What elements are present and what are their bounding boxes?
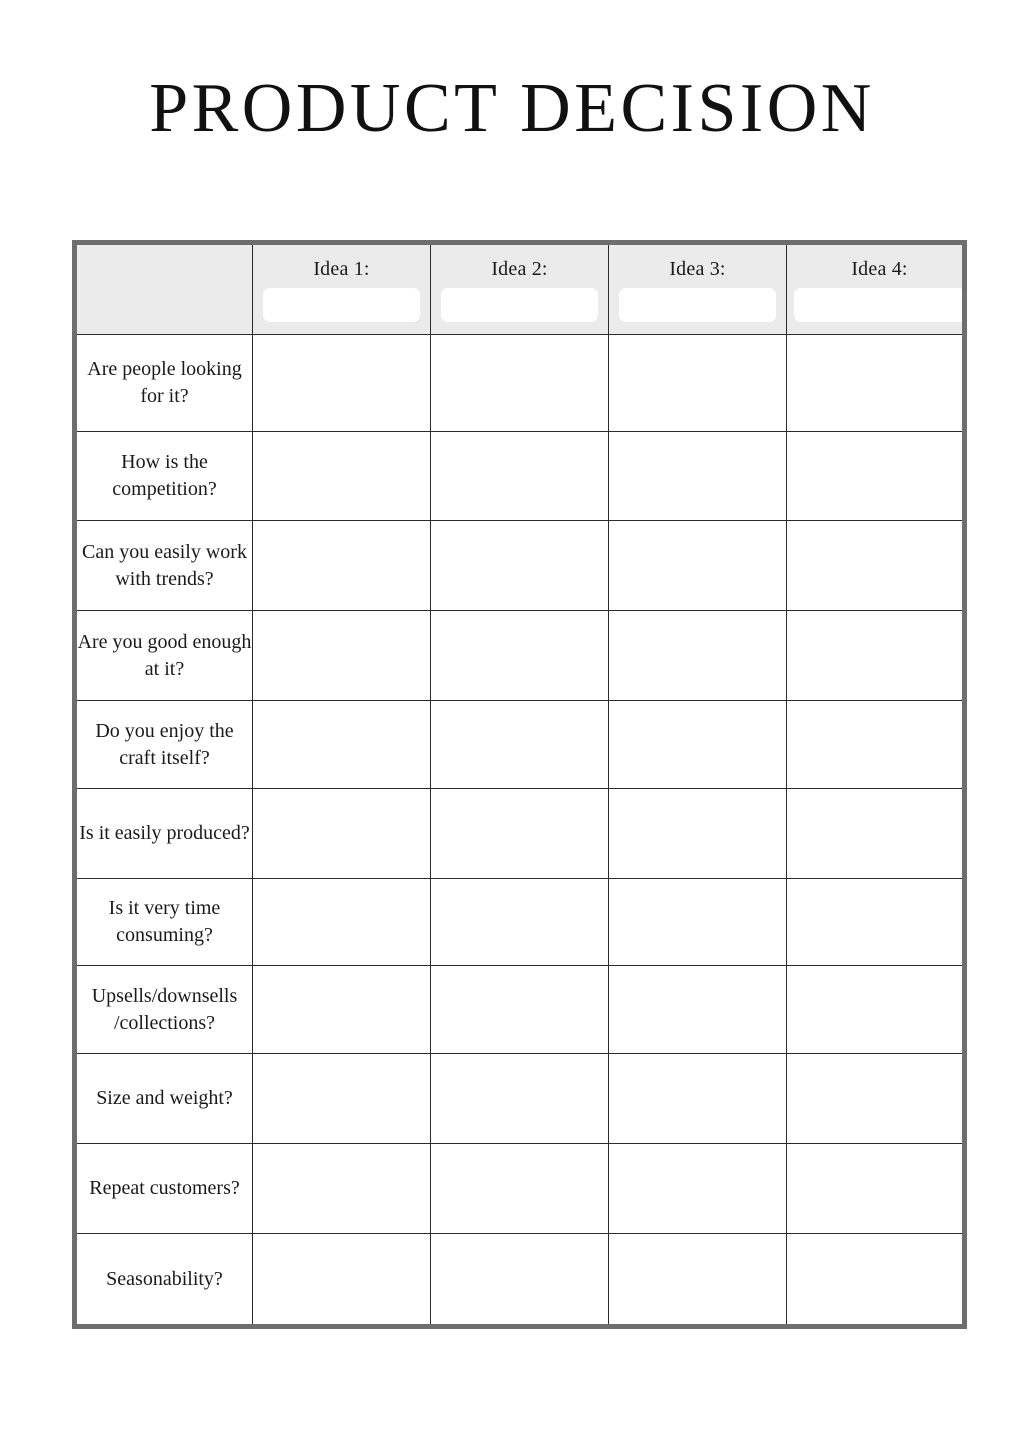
header-cell-inner-1	[253, 245, 430, 334]
answer-cell[interactable]	[431, 1234, 609, 1327]
answer-cell[interactable]	[253, 701, 431, 789]
header-corner-cell	[75, 243, 253, 335]
answer-cell[interactable]	[787, 701, 965, 789]
idea-2-label: Idea 2:	[491, 258, 548, 280]
question-label: Can you easily work with trends?	[75, 521, 253, 611]
answer-cell[interactable]	[431, 701, 609, 789]
table-header-row	[75, 243, 965, 335]
answer-cell[interactable]	[609, 1144, 787, 1234]
answer-cell[interactable]	[431, 335, 609, 432]
answer-cell[interactable]	[431, 521, 609, 611]
answer-cell[interactable]	[609, 701, 787, 789]
question-label: Is it easily produced?	[75, 789, 253, 879]
table-row	[75, 335, 965, 432]
question-label: Is it very time consuming?	[75, 879, 253, 966]
answer-cell[interactable]	[253, 611, 431, 701]
idea-4-label: Idea 4:	[851, 258, 908, 280]
answer-cell[interactable]	[609, 521, 787, 611]
question-label: Upsells/downsells /collections?	[75, 966, 253, 1054]
table-body	[75, 335, 965, 1327]
header-cell-idea-4	[787, 243, 965, 335]
table-row	[75, 432, 965, 521]
answer-cell[interactable]	[787, 1054, 965, 1144]
question-label: Are people looking for it?	[75, 335, 253, 432]
table-row	[75, 879, 965, 966]
page-title: PRODUCT DECISION	[149, 70, 875, 147]
table-row	[75, 1234, 965, 1327]
answer-cell[interactable]	[787, 432, 965, 521]
answer-cell[interactable]	[609, 1234, 787, 1327]
answer-cell[interactable]	[609, 432, 787, 521]
table-row	[75, 1054, 965, 1144]
header-cell-idea-1	[253, 243, 431, 335]
table-row	[75, 611, 965, 701]
worksheet-container	[72, 240, 952, 1314]
answer-cell[interactable]	[609, 789, 787, 879]
idea-4-input[interactable]	[794, 288, 963, 322]
answer-cell[interactable]	[609, 1054, 787, 1144]
question-label: Are you good enough at it?	[75, 611, 253, 701]
answer-cell[interactable]	[431, 432, 609, 521]
answer-cell[interactable]	[431, 1144, 609, 1234]
answer-cell[interactable]	[609, 335, 787, 432]
idea-3-label: Idea 3:	[669, 258, 726, 280]
idea-1-input[interactable]	[263, 288, 420, 322]
header-cell-idea-3	[609, 243, 787, 335]
idea-2-input[interactable]	[441, 288, 598, 322]
answer-cell[interactable]	[787, 521, 965, 611]
answer-cell[interactable]	[431, 789, 609, 879]
answer-cell[interactable]	[253, 1234, 431, 1327]
header-cell-inner-2	[431, 245, 608, 334]
answer-cell[interactable]	[787, 1234, 965, 1327]
answer-cell[interactable]	[431, 966, 609, 1054]
table-row	[75, 789, 965, 879]
question-label: Do you enjoy the craft itself?	[75, 701, 253, 789]
answer-cell[interactable]	[431, 879, 609, 966]
answer-cell[interactable]	[253, 521, 431, 611]
answer-cell[interactable]	[787, 611, 965, 701]
answer-cell[interactable]	[609, 611, 787, 701]
answer-cell[interactable]	[253, 789, 431, 879]
question-label: Seasonability?	[75, 1234, 253, 1327]
answer-cell[interactable]	[431, 611, 609, 701]
answer-cell[interactable]	[253, 1054, 431, 1144]
answer-cell[interactable]	[253, 966, 431, 1054]
header-cell-inner-3	[609, 245, 786, 334]
answer-cell[interactable]	[787, 335, 965, 432]
header-cell-inner-4	[787, 245, 962, 334]
table-row	[75, 521, 965, 611]
answer-cell[interactable]	[787, 966, 965, 1054]
answer-cell[interactable]	[609, 966, 787, 1054]
product-decision-table	[72, 240, 967, 1329]
table-row	[75, 1144, 965, 1234]
question-label: How is the competition?	[75, 432, 253, 521]
answer-cell[interactable]	[253, 335, 431, 432]
table-row	[75, 966, 965, 1054]
question-label: Repeat customers?	[75, 1144, 253, 1234]
answer-cell[interactable]	[787, 879, 965, 966]
answer-cell[interactable]	[609, 879, 787, 966]
table-row	[75, 701, 965, 789]
answer-cell[interactable]	[787, 1144, 965, 1234]
answer-cell[interactable]	[253, 432, 431, 521]
answer-cell[interactable]	[253, 1144, 431, 1234]
answer-cell[interactable]	[787, 789, 965, 879]
header-cell-idea-2	[431, 243, 609, 335]
answer-cell[interactable]	[431, 1054, 609, 1144]
idea-1-label: Idea 1:	[313, 258, 370, 280]
idea-3-input[interactable]	[619, 288, 776, 322]
answer-cell[interactable]	[253, 879, 431, 966]
question-label: Size and weight?	[75, 1054, 253, 1144]
